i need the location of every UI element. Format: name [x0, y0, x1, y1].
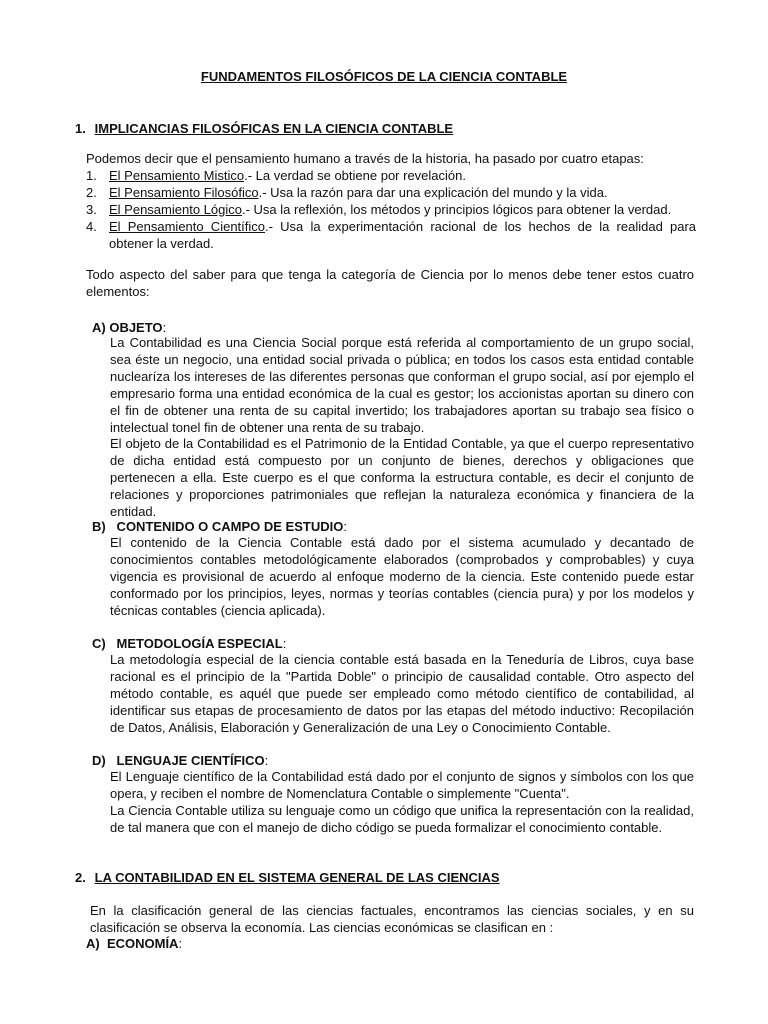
- section-1-heading: [75, 121, 453, 138]
- list-item-number: 4.: [86, 218, 97, 234]
- section-1-number: 1.: [75, 121, 86, 136]
- subsection-b-body: [110, 535, 694, 620]
- paragraph: El Lenguaje científico de la Contabilidad está dado por el conjunto de signos y símbolos con los que opera, y reciben el nombre de Nomenclatura Contable o simplemente "Cuenta".: [110, 769, 694, 801]
- subsection-d-heading: D) LENGUAJE CIENTÍFICO:: [92, 753, 269, 768]
- document-title: FUNDAMENTOS FILOSÓFICOS DE LA CIENCIA CONTABLE: [200, 69, 568, 84]
- section-1-elements-paragraph: Todo aspecto del saber para que tenga la categoría de Ciencia por lo menos debe tener estos cuatro elementos:: [86, 267, 694, 299]
- paragraph: La metodología especial de la ciencia contable está basada en la Teneduría de Libros, cuya base racional es el principio de la "Partida Doble" o principio de causalidad contable. Otro aspecto del método contable, es aquél que puede ser empleado como método científico de contabilidad, al identificar sus etapas de procesamiento de datos por las etapas del método inductivo: Recopilación de Datos, Análisis, Elaboración y Generalización de una Ley o Conocimiento Contable.: [110, 652, 694, 735]
- list-item-text: .- Usa la reflexión, los métodos y principios lógicos para obtener la verdad.: [241, 201, 672, 217]
- list-item-term: El Pensamiento Mistico: [109, 168, 245, 183]
- list-item: [86, 219, 696, 253]
- section-2-subsection-a-label: A) ECONOMÍA: [86, 936, 179, 951]
- subsection-d-body: [110, 769, 694, 837]
- subsection-a-heading: A) OBJETO:: [92, 320, 167, 335]
- list-item-term: El Pensamiento Filosófico: [109, 184, 259, 200]
- list-item: [86, 202, 696, 219]
- list-item: [86, 168, 696, 185]
- thinking-stages-list: [86, 168, 696, 253]
- subsection-c-heading: C) METODOLOGÍA ESPECIAL:: [92, 636, 287, 651]
- subsection-b-label: B) CONTENIDO O CAMPO DE ESTUDIO: [92, 519, 344, 534]
- subsection-a-label: A) OBJETO: [92, 320, 163, 335]
- section-2-heading: [75, 870, 500, 887]
- paragraph: La Ciencia Contable utiliza su lenguaje como un código que unifica la representación con la realidad, de tal manera que con el manejo de dicho código se pueda formalizar el conocimiento contable.: [110, 802, 694, 835]
- list-item-text: .- Usa la razón para dar una explicación del mundo y la vida.: [258, 184, 608, 200]
- list-item-number: 2.: [86, 184, 97, 200]
- section-2-title: LA CONTABILIDAD EN EL SISTEMA GENERAL DE LAS CIENCIAS: [94, 870, 500, 885]
- section-2-intro: En la clasificación general de las ciencias factuales, encontramos las ciencias sociales, y en su clasificación se observa la economía. Las ciencias económicas se clasifican en :: [90, 903, 694, 935]
- list-item-term: El Pensamiento Científico: [109, 218, 266, 234]
- section-1-intro: Podemos decir que el pensamiento humano a través de la historia, ha pasado por cuatro etapas:: [86, 151, 644, 166]
- subsection-d-label: D) LENGUAJE CIENTÍFICO: [92, 753, 265, 768]
- list-item-number: 3.: [86, 201, 97, 217]
- list-item-text: .- La verdad se obtiene por revelación.: [244, 168, 466, 183]
- subsection-a-body: [110, 335, 694, 521]
- section-1-title: IMPLICANCIAS FILOSÓFICAS EN LA CIENCIA CONTABLE: [94, 121, 454, 136]
- list-item: [86, 185, 696, 202]
- section-2-number: 2.: [75, 870, 86, 885]
- subsection-c-label: C) METODOLOGÍA ESPECIAL: [92, 636, 283, 651]
- subsection-c-body: [110, 652, 694, 737]
- subsection-b-heading: B) CONTENIDO O CAMPO DE ESTUDIO:: [92, 519, 347, 534]
- paragraph: La Contabilidad es una Ciencia Social porque está referida al comportamiento de un grupo social, sea éste un negocio, una entidad social privada o pública; en todos los casos esta entidad contable nuclearíza los intereses de las diferentes personas que conforman el grupo social, así por ejemplo el empresario forma una entidad económica de la cual es gestor; los accionistas aportan su dinero con el fin de obtener una renta de su capital invertido; los trabajadores aportan su trabajo sea físico o intelectual tonel fin de obtener una renta de su trabajo.: [110, 335, 694, 435]
- list-item-number: 1.: [86, 168, 97, 183]
- paragraph: El contenido de la Ciencia Contable está dado por el sistema acumulado y decantado de conocimientos contables metodológicamente elaborados (comprobados y comprobables) y cuya vigencia es provisional de acuerdo al enfoque moderno de la ciencia. Este contenido puede estar conformado por los principios, leyes, normas y teorías contables (ciencia pura) y por los modelos y técnicas contables (ciencia aplicada).: [110, 535, 694, 618]
- list-item-text: .- Usa la experimentación racional de los hechos de la realidad para obtener la verdad.: [109, 218, 697, 251]
- paragraph: El objeto de la Contabilidad es el Patrimonio de la Entidad Contable, ya que el cuerpo representativo de dicha entidad está compuesto por un conjunto de bienes, derechos y obligaciones que pertenecen a ella. Este cuerpo es el que conforma la estructura contable, es decir el conjunto de relaciones y proporciones patrimoniales que reflejan la naturaleza económica y financiera de la entidad.: [110, 436, 694, 520]
- list-item-term: El Pensamiento Lógico: [109, 201, 242, 217]
- section-2-subsection-a-heading: A) ECONOMÍA:: [86, 936, 183, 951]
